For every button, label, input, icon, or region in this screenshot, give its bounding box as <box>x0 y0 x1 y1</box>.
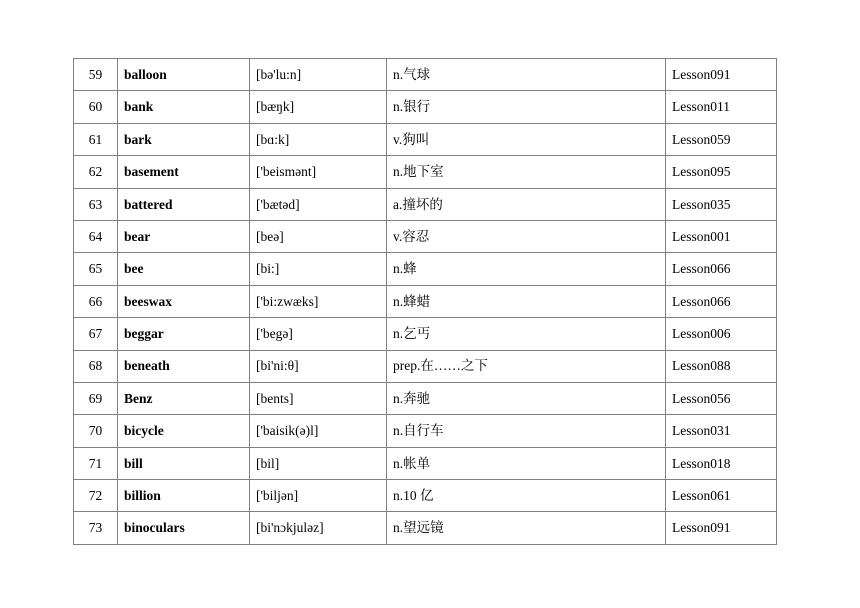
word: balloon <box>118 59 250 91</box>
word: beggar <box>118 318 250 350</box>
word: bank <box>118 91 250 123</box>
word: bear <box>118 220 250 252</box>
table-row <box>74 188 777 220</box>
word: bill <box>118 447 250 479</box>
row-number: 61 <box>74 123 118 155</box>
phonetic: [beə] <box>250 220 387 252</box>
meaning: n.蜂蜡 <box>387 285 666 317</box>
row-number: 71 <box>74 447 118 479</box>
table-row <box>74 123 777 155</box>
phonetic: ['biljən] <box>250 480 387 512</box>
table-row <box>74 350 777 382</box>
row-number: 72 <box>74 480 118 512</box>
meaning: prep.在……之下 <box>387 350 666 382</box>
row-number: 62 <box>74 156 118 188</box>
phonetic: ['bi:zwæks] <box>250 285 387 317</box>
table-row <box>74 318 777 350</box>
word: bee <box>118 253 250 285</box>
phonetic: [bə'lu:n] <box>250 59 387 91</box>
meaning: v.狗叫 <box>387 123 666 155</box>
phonetic: ['begə] <box>250 318 387 350</box>
phonetic: [bi:] <box>250 253 387 285</box>
meaning: n.地下室 <box>387 156 666 188</box>
word: binoculars <box>118 512 250 544</box>
word: basement <box>118 156 250 188</box>
row-number: 69 <box>74 382 118 414</box>
row-number: 70 <box>74 415 118 447</box>
row-number: 64 <box>74 220 118 252</box>
lesson: Lesson095 <box>666 156 777 188</box>
lesson: Lesson088 <box>666 350 777 382</box>
lesson: Lesson056 <box>666 382 777 414</box>
meaning: n.自行车 <box>387 415 666 447</box>
lesson: Lesson031 <box>666 415 777 447</box>
lesson: Lesson001 <box>666 220 777 252</box>
word: bark <box>118 123 250 155</box>
phonetic: [bɑ:k] <box>250 123 387 155</box>
phonetic: [bi'nɔkjuləz] <box>250 512 387 544</box>
meaning: n.银行 <box>387 91 666 123</box>
lesson: Lesson018 <box>666 447 777 479</box>
lesson: Lesson091 <box>666 59 777 91</box>
meaning: n.乞丐 <box>387 318 666 350</box>
vocabulary-table <box>73 58 777 545</box>
row-number: 66 <box>74 285 118 317</box>
lesson: Lesson035 <box>666 188 777 220</box>
vocabulary-table-body <box>74 59 777 545</box>
row-number: 65 <box>74 253 118 285</box>
word: beneath <box>118 350 250 382</box>
lesson: Lesson066 <box>666 253 777 285</box>
row-number: 68 <box>74 350 118 382</box>
table-row <box>74 285 777 317</box>
row-number: 60 <box>74 91 118 123</box>
meaning: n.望远镜 <box>387 512 666 544</box>
table-row <box>74 480 777 512</box>
meaning: n.帐单 <box>387 447 666 479</box>
meaning: n.蜂 <box>387 253 666 285</box>
lesson: Lesson011 <box>666 91 777 123</box>
table-row <box>74 512 777 544</box>
phonetic: [bi'ni:θ] <box>250 350 387 382</box>
phonetic: ['beismənt] <box>250 156 387 188</box>
table-row <box>74 253 777 285</box>
row-number: 59 <box>74 59 118 91</box>
word: battered <box>118 188 250 220</box>
phonetic: [bil] <box>250 447 387 479</box>
phonetic: ['baisik(ə)l] <box>250 415 387 447</box>
table-row <box>74 415 777 447</box>
table-row <box>74 220 777 252</box>
phonetic: [bents] <box>250 382 387 414</box>
row-number: 67 <box>74 318 118 350</box>
table-row <box>74 156 777 188</box>
table-row <box>74 59 777 91</box>
meaning: n.10 亿 <box>387 480 666 512</box>
phonetic: [bæŋk] <box>250 91 387 123</box>
word: billion <box>118 480 250 512</box>
meaning: v.容忍 <box>387 220 666 252</box>
table-row <box>74 447 777 479</box>
lesson: Lesson006 <box>666 318 777 350</box>
word: beeswax <box>118 285 250 317</box>
word: bicycle <box>118 415 250 447</box>
meaning: n.气球 <box>387 59 666 91</box>
lesson: Lesson066 <box>666 285 777 317</box>
lesson: Lesson091 <box>666 512 777 544</box>
row-number: 73 <box>74 512 118 544</box>
lesson: Lesson061 <box>666 480 777 512</box>
meaning: a.撞坏的 <box>387 188 666 220</box>
lesson: Lesson059 <box>666 123 777 155</box>
table-row <box>74 91 777 123</box>
row-number: 63 <box>74 188 118 220</box>
word: Benz <box>118 382 250 414</box>
meaning: n.奔驰 <box>387 382 666 414</box>
table-row <box>74 382 777 414</box>
phonetic: ['bætəd] <box>250 188 387 220</box>
